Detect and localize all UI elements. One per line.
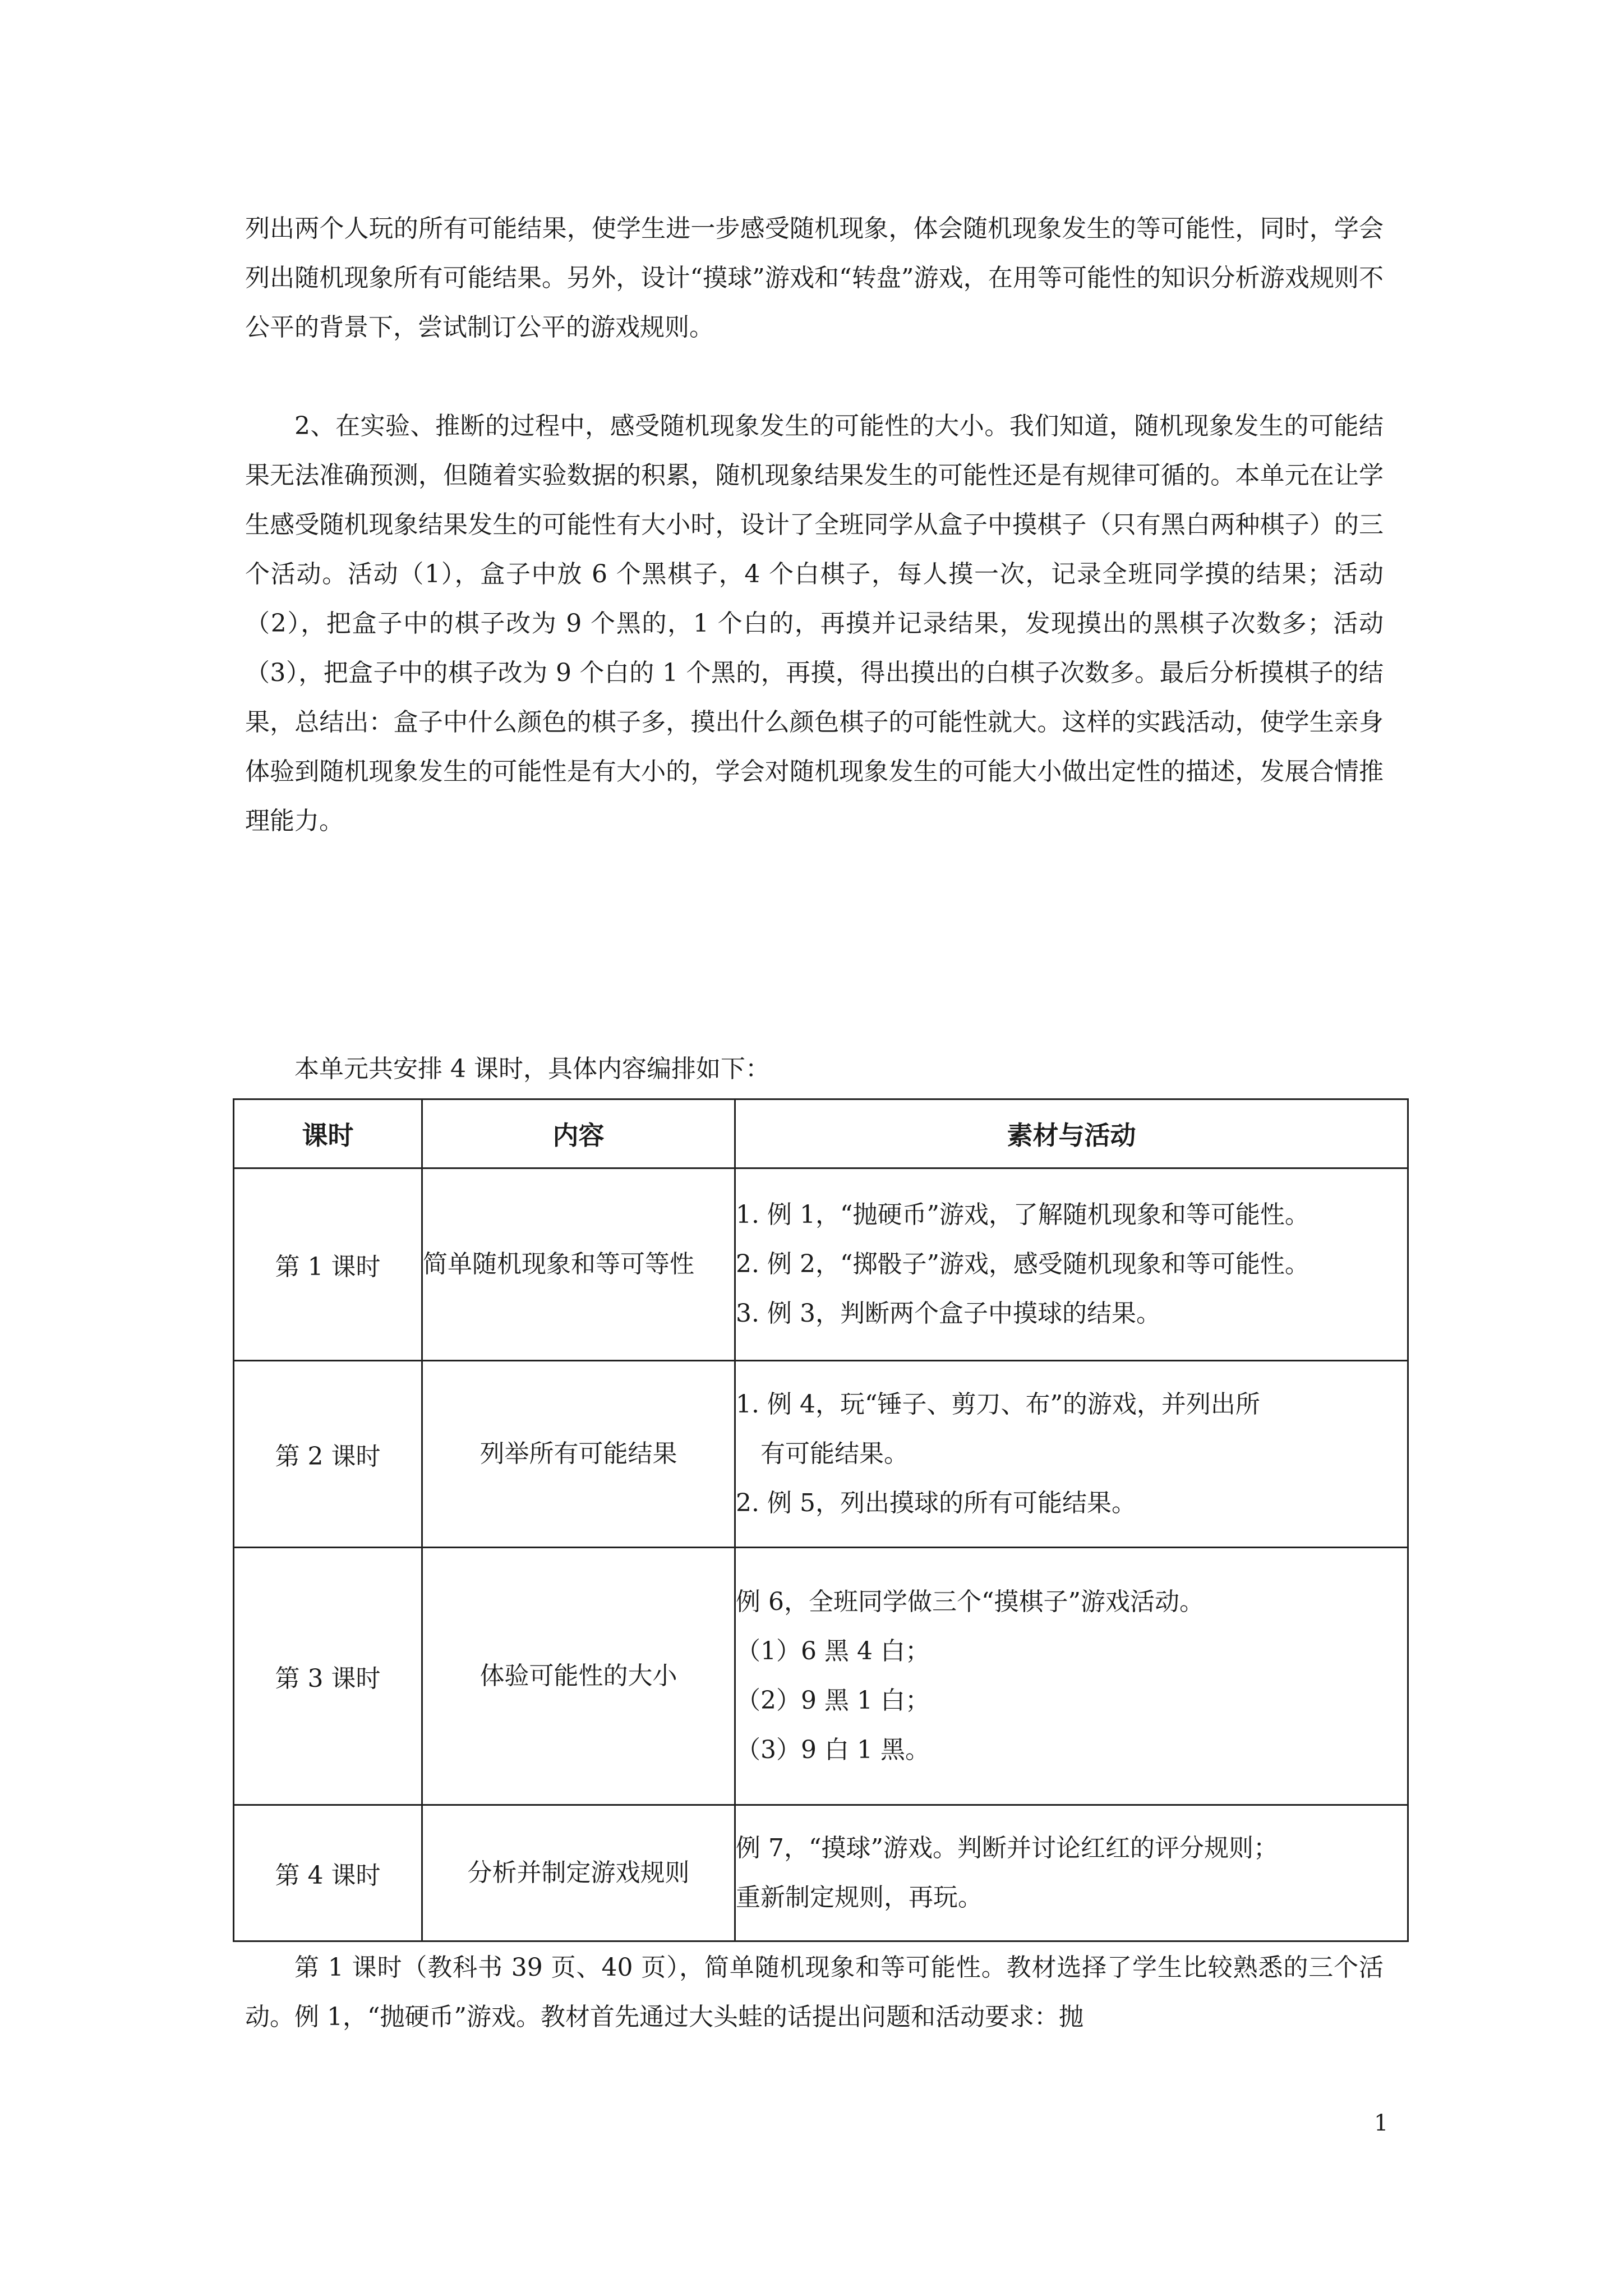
lesson-schedule-table <box>233 1098 1409 1942</box>
material-line: （3）9 白 1 黑。 <box>736 1736 930 1764</box>
material-line: 例 6，全班同学做三个“摸棋子”游戏活动。 <box>736 1588 1204 1616</box>
content-cell: 列举所有可能结果 <box>422 1361 735 1548</box>
paragraph-probability-size: 2、在实验、推断的过程中，感受随机现象发生的可能性的大小。我们知道，随机现象发生的可能结果无法准确预测，但随着实验数据的积累，随机现象结果发生的可能性还是有规律可循的。本单元在让学生感受随机现象结果发生的可能性有大小时，设计了全班同学从盒子中摸棋子（只有黑白两种棋子）的三个活动。活动（1），盒子中放 6 个黑棋子，4 个白棋子，每人摸一次，记录全班同学摸的结果；活动（2），把盒子中的棋子改为 9 个黑的，1 个白的，再摸并记录结果，发现摸出的黑棋子次数多；活动（3），把盒子中的棋子改为 9 个白的 1 个黑的，再摸，得出摸出的白棋子次数多。最后分析摸棋子的结果，总结出：盒子中什么颜色的棋子多，摸出什么颜色棋子的可能性就大。这样的实践活动，使学生亲身体验到随机现象发生的可能性是有大小的，学会对随机现象发生的可能大小做出定性的描述，发展合情推理能力。 <box>245 412 1384 835</box>
material-line: 有可能结果。 <box>760 1439 909 1468</box>
table-row <box>234 1361 1408 1548</box>
lesson-cell: 第 2 课时 <box>234 1361 422 1548</box>
lesson-cell: 第 1 课时 <box>234 1168 422 1361</box>
materials-cell <box>735 1168 1408 1361</box>
material-line: 重新制定规则，再玩。 <box>736 1883 983 1912</box>
material-line: 例 7，“摸球”游戏。判断并讨论红红的评分规则； <box>736 1834 1278 1862</box>
paragraph-game-outcomes: 列出两个人玩的所有可能结果，使学生进一步感受随机现象，体会随机现象发生的等可能性，同时，学会列出随机现象所有可能结果。另外，设计“摸球”游戏和“转盘”游戏，在用等可能性的知识分析游戏规则不公平的背景下，尝试制订公平的游戏规则。 <box>245 214 1384 342</box>
header-materials: 素材与活动 <box>735 1099 1408 1168</box>
table-row <box>234 1548 1408 1805</box>
material-line: （2）9 黑 1 白； <box>736 1686 930 1715</box>
material-line: 1. 例 4，玩“锤子、剪刀、布”的游戏，并列出所 <box>736 1390 1260 1419</box>
lesson-cell: 第 3 课时 <box>234 1548 422 1805</box>
materials-cell <box>735 1361 1408 1548</box>
material-line: 1. 例 1，“抛硬币”游戏，了解随机现象和等可能性。 <box>736 1200 1310 1229</box>
material-line: 2. 例 2，“掷骰子”游戏，感受随机现象和等可能性。 <box>736 1250 1310 1278</box>
lesson-cell: 第 4 课时 <box>234 1805 422 1941</box>
material-line: 2. 例 5，列出摸球的所有可能结果。 <box>736 1489 1136 1517</box>
materials-cell <box>735 1548 1408 1805</box>
header-lesson: 课时 <box>234 1099 422 1168</box>
table-row <box>234 1805 1408 1941</box>
header-content: 内容 <box>422 1099 735 1168</box>
content-cell: 分析并制定游戏规则 <box>422 1805 735 1941</box>
paragraph-lesson-arrangement: 本单元共安排 4 课时，具体内容编排如下： <box>294 1055 770 1083</box>
table-row <box>234 1168 1408 1361</box>
materials-cell <box>735 1805 1408 1941</box>
page-number: 1 <box>1374 2110 1389 2136</box>
table-header-row <box>234 1099 1408 1168</box>
content-cell: 体验可能性的大小 <box>422 1548 735 1805</box>
paragraph-lesson-one: 第 1 课时（教科书 39 页、40 页），简单随机现象和等可能性。教材选择了学生比较熟悉的三个活动。例 1，“抛硬币”游戏。教材首先通过大头蛙的话提出问题和活动要求：抛 <box>245 1953 1384 2031</box>
material-line: （1）6 黑 4 白； <box>736 1637 930 1665</box>
content-cell: 简单随机现象和等可等性 <box>422 1168 735 1361</box>
material-line: 3. 例 3，判断两个盒子中摸球的结果。 <box>736 1299 1161 1328</box>
